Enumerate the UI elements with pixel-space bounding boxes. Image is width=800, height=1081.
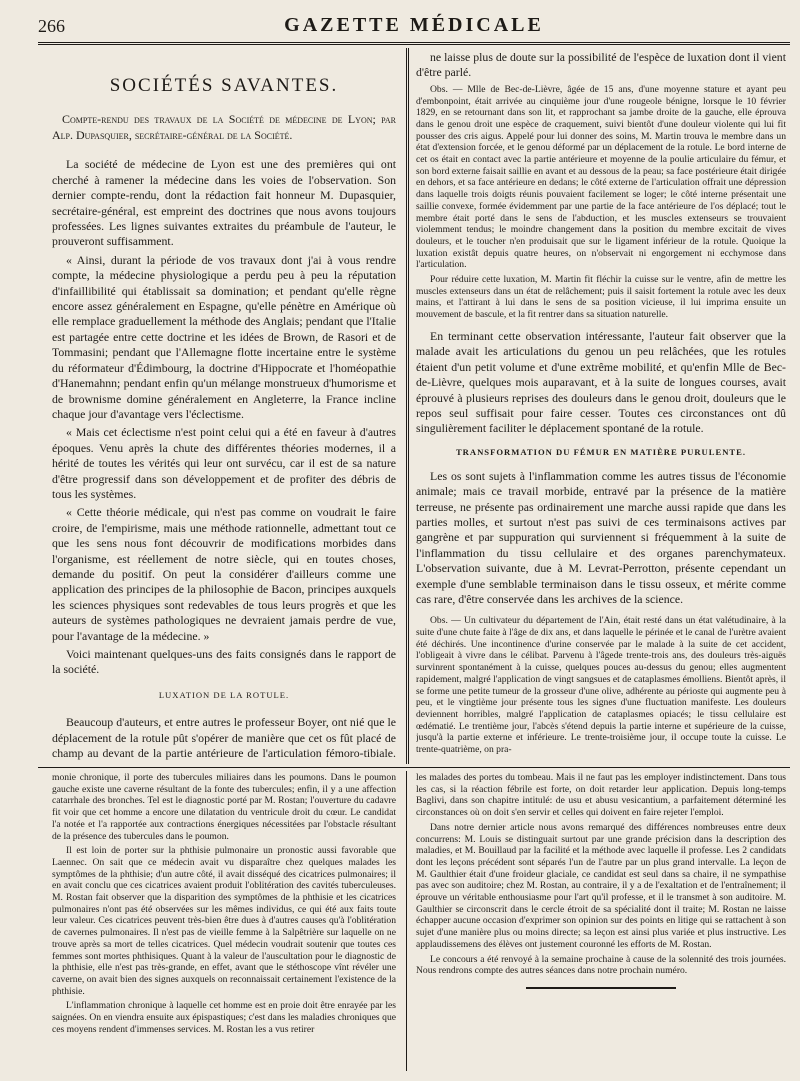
paragraph: L'inflammation chronique à laquelle cet homme est en proie doit être enrayée par les saignées. On en viendra ensuite aux épispastiques; c'est dans les maladies chroniques que ces moyens rendent d'immenses services. M. Rostan les a vus retirer xyxy=(52,1000,396,1035)
paragraph: « Ainsi, durant la période de vos travaux dont j'ai à vous rendre compte, la médecine physiologique a perdu peu à peu la réputation d'infaillibilité qui établissait sa domination; et pendant qu'elle règne encore assez généralement en Espagne, qu'elle pénètre en Amérique où elle remplace graduellement la méthode des Anglais; pendant que l'Italie est partagée entre cette doctrine et les idées de Brown, de Rasori et de Tommasini; pendant que l'Allemagne flotte incertaine entre le système du réformateur d'Édimbourg, la doctrine d'Hippocrate et l'homéopathie d'Hanemahnn; pendant enfin qu'un mélange monstrueux d'humorisme et de brownisme domine généralement en Angleterre, la France incline chaque jour d'avantage vers l'éclectisme. xyxy=(52,252,396,421)
paragraph: Le concours a été renvoyé à la semaine prochaine à cause de la solennité des trois journées. Nous rendrons compte des autres séances dans notre prochain numéro. xyxy=(416,953,786,977)
paragraph: ne laisse plus de doute sur la possibilité de l'espèce de luxation dont il vient d'être parlé. xyxy=(416,50,786,80)
end-rule xyxy=(526,987,676,989)
paragraph: En terminant cette observation intéressante, l'auteur fait observer que la malade avait les articulations du genou un peu relâchées, que les rotules étaient d'un petit volume et d'une extrême mobilité, et qu'enfin Mlle de Bec-de-Lièvre, quelques mois auparavant, et à la suite de longues courses, avait éprouvé à plusieurs reprises des douleurs dans le genou droit, douleurs que le repos seul suffisait pour faire cesser. Toutes ces circonstances ont dû singulièrement faciliter le déplacement spontané de la rotule. xyxy=(416,328,786,436)
paragraph: les malades des portes du tombeau. Mais il ne faut pas les employer indistinctement. Dans tous les cas, si la réaction fébrile est forte, on doit retarder leur application. Depuis long-temps Baglivi, dans son chapitre intitulé: de usu et abusu vesicantium, a parfaitement déterminé les circonstances où on doit s'en servir et celles qui doivent en faire rejeter l'emploi. xyxy=(416,772,786,819)
paragraph: Voici maintenant quelques-uns des faits consignés dans le rapport de la société. xyxy=(52,647,396,677)
report-title: Compte-rendu des travaux de la Société de médecine de Lyon; par Alp. Dupasquier, secrétaire-général de la Société. xyxy=(52,112,396,143)
column-divider xyxy=(406,48,409,764)
observation-paragraph: Pour réduire cette luxation, M. Martin fit fléchir la cuisse sur le ventre, afin de mettre les muscles extenseurs dans un état de relâchement; puis il saisit fortement la rotule avec les deux mains, et l'attirant à lui dans le sens de sa position vicieuse, il lui imprima ensuite un mouvement de bascule, et la fit rentrer dans sa situation naturelle. xyxy=(416,274,786,321)
column-left-upper xyxy=(52,50,396,762)
paragraph: La société de médecine de Lyon est une des premières qui ont cherché à ramener la médecine dans les voies de l'observation. Son dernier compte-rendu, dont la rédaction fait honneur M. Dupasquier, secrétaire-général, est empreint des doctrines que nous avons toujours professées. Les lignes suivantes extraites du préambule de l'auteur, le prouveront suffisamment. xyxy=(52,157,396,249)
column-left-lower xyxy=(52,772,396,1077)
section-title: SOCIÉTÉS SAVANTES. xyxy=(109,75,339,96)
subsection-title: LUXATION DE LA ROTULE. xyxy=(158,689,290,700)
section-divider xyxy=(38,767,790,768)
page-number: 266 xyxy=(38,16,65,36)
paragraph: Dans notre dernier article nous avons remarqué des différences nombreuses entre deux concurrens: M. Louis se distinguait surtout par une grande précision dans la description des maladies, et M. Bouillaud par la facilité et la méthode avec laquelle il professe. Les 2 candidats dont les leçons précédent sont séparés l'un de l'autre par un plus grand intervalle. La leçon de M. Gaulthier était d'une froideur glaciale, ce candidat est seul dans sa chaire, il ne sympathise pas avec son auditoire; chez M. Rostan, au contraire, il y a de l'exaltation et de l'entraînement; il éprouve un véritable enthousiasme pour l'art qu'il professe, et il le transmet à son auditoire. M. Gaulthier se circonscrit dans le cercle étroit de sa spécialité dont il traite; M. Rostan ne laisse échapper aucune occasion d'exprimer son opinion sur des points en litige qui se rattachent à son sujet d'une manière plus ou moins directe; sa leçon est ainsi plus variée et plus instructive. Les applaudissemens des élèves ont justement couronné les efforts de M. Rostan. xyxy=(416,821,786,950)
journal-title: GAZETTE MÉDICALE xyxy=(284,14,544,36)
paragraph: monie chronique, il porte des tubercules miliaires dans les poumons. Dans le poumon gauche existe une caverne résultant de la fonte des tubercules; enfin, il y a une affection catarrhale des bronches. Tel est le diagnostic porté par M. Rostan; l'ouverture du cadavre fit voir que cet homme a encore une dilatation du ventricule droit du cœur. Le candidat l'a notée et l'a rapportée aux contractions énergiques nécessitées par l'obstacle résultant de la présence des tubercules dans le poumon. xyxy=(52,772,396,842)
paragraph: « Mais cet éclectisme n'est point celui qui a été en faveur à d'autres époques. Venu après la chute des différentes théories modernes, il a hérité de toutes les vérités qui leur ont survécu, car il est de sa nature d'être progressif dans son développement et de profiter des débris de tous les systèmes. xyxy=(52,425,396,501)
paragraph: Beaucoup d'auteurs, et entre autres le professeur Boyer, ont nié que le déplacement de la rotule pût s'opérer de manière que cet os fût placé de champ au devant de la partie antérieure de l'articulation fémoro-tibiale. xyxy=(52,715,396,761)
column-divider-lower xyxy=(406,771,407,1071)
observation-paragraph: Obs. — Mlle de Bec-de-Lièvre, âgée de 15 ans, d'une moyenne stature et ayant peu d'embonpoint, était arrivée au cinquième jour d'une rougeole bénigne, lorsque le 10 février 1829, en se retournant dans son lit, et rapprochant sa jambe droite de la gauche, elle éprouva dans le genou droit une espèce de craquement, suivi bientôt d'une douleur violente qui lui fit pousser des cris aigus. Appelé pour lui donner des soins, M. Martin trouva le membre dans un état d'extension forcée, et le genou déformé par un déplacement de la rotule. Le bord interne de cet os était en contact avec la partie antérieure et moyenne de la poulie articulaire du fémur, et son bord externe faisait saillie en avant et au dessous de la peau; sa face postérieure était dirigée en dehors, et sa face antérieure en dedans; le côté externe de l'articulation offrait une dépression dans laquelle trois doigts réunis pouvaient facilement se loger; le côté interne présentait une saillie convexe, formée évidemment par une partie de la face antérieure de l'os déplacé; tout le membre était porté dans le sens de l'abduction, et les muscles extenseurs se trouvaient violemment tendus; le moindre changement dans la position du membre excitait de vives douleurs, et le toucher n'en produisait que sur le ligament inférieur de la rotule. Quoique la luxation existât depuis quatre heures, on n'observait ni engorgement ni ecchymose dans l'articulation. xyxy=(416,83,786,271)
observation-paragraph: Obs. — Un cultivateur du département de l'Ain, était resté dans un état valétudinaire, à la suite d'une chute faite à l'âge de dix ans, et dans laquelle le périnée et le canal de l'urètre avaient été déchirés. Une incontinence d'urine conservée par le malade à la suite de cet accident, l'obligeait à vivre dans le célibat. Parvenu à l'âgede trente-trois ans, des douleurs très-aiguës survinrent spontanément à la cuisse, quelques pouces au-dessus du genou; elles augmentent rapidement, malgré l'application de vingt sangsues et de cataplasmes émolliens. Bientôt après, il se forme une petite tumeur de la grosseur d'une olive, adhérente au périoste qui augmente peu à peu, et le vingtième jour présente tous les signes d'une fluctuation manifeste. Les douleurs deviennent horribles, malgré l'application de cataplasmes opiacés; le tissu cellulaire est œdématié. Le trentième jour, l'abcès s'étend depuis la partie interne et supérieure de la cuisse, jusqu'à la partie externe et inférieure. Le trente-troisième jour, il occupe toute la cuisse. Le trente-quatrième, on pra- xyxy=(416,615,786,756)
page-header xyxy=(38,14,790,45)
paragraph: Les os sont sujets à l'inflammation comme les autres tissus de l'économie animale; mais ce travail morbide, entravé par la présence de la matière terreuse, ne présente pas ordinairement une marche aussi rapide que dans les parties molles, et surtout n'est pas suivi de ces terminaisons actives par gangrène et par suppuration qui surviennent si fréquemment à la suite de l'inflammation du tissu cellulaire et des organes parenchymateux. L'observation suivante, due à M. Levrat-Perrotton, présente cependant un exemple d'une semblable terminaison dans le tissu osseux, et mérite comme cas rare, d'être conservée dans les archives de la science. xyxy=(416,468,786,606)
column-right-upper xyxy=(416,50,786,762)
paragraph: Il est loin de porter sur la phthisie pulmonaire un pronostic aussi favorable que Laennec. On sait que ce médecin avait vu disparaître chez quelques malades les symptômes de la phthisie; d'un autre côté, il avait disséqué des cicatrices pulmonaires; il en avait conclu que ces cicatrices avaient produit l'oblitération des cavités tuberculeuses. M. Rostan fait observer que la disparition des symptômes de la phthisie et les cicatrices pulmonaires n'ont pas été observées sur les mêmes individus, ce qui été aux faits toute leur valeur. Ces cicatrices peuvent très-bien être dues à d'autres causes qu'à l'oblitération de cavernes pulmonaires. Il n'est pas de vieille femme à la Salpêtrière sur laquelle on ne trouve après sa mort de telles cicatrices. Quel médecin voudrait soutenir que toutes ces femmes sont mortes phthisiques. Quant à la valeur de l'auscultation pour le diagnostic de la phthisie, elle n'est pas très-grande, en effet, avant que le stéthoscope vînt révéler une caverne, on avait bien des signes auxquels on reconnaissait certainement l'existence de la phthisie. xyxy=(52,845,396,997)
paragraph: « Cette théorie médicale, qui n'est pas comme on voudrait le faire croire, de l'empirisme, mais une méthode rationnelle, admettant tout ce que les sens nous font découvrir de modifications morbides dans l'organisme, est réellement de notre siècle, qui en toutes choses, demande du positif. On peut la considérer d'ailleurs comme une application des principes de la philosophie de Bacon, principes auxquels les sciences physiques sont redevables de tous leurs progrès et que les auteurs de systèmes pathologiques ne devraient jamais perdre de vue, pour l'avantage de la médecine. » xyxy=(52,505,396,643)
subsection-title: TRANSFORMATION DU FÉMUR EN MATIÈRE PURULENTE. xyxy=(455,446,747,457)
column-right-lower xyxy=(416,772,786,1077)
